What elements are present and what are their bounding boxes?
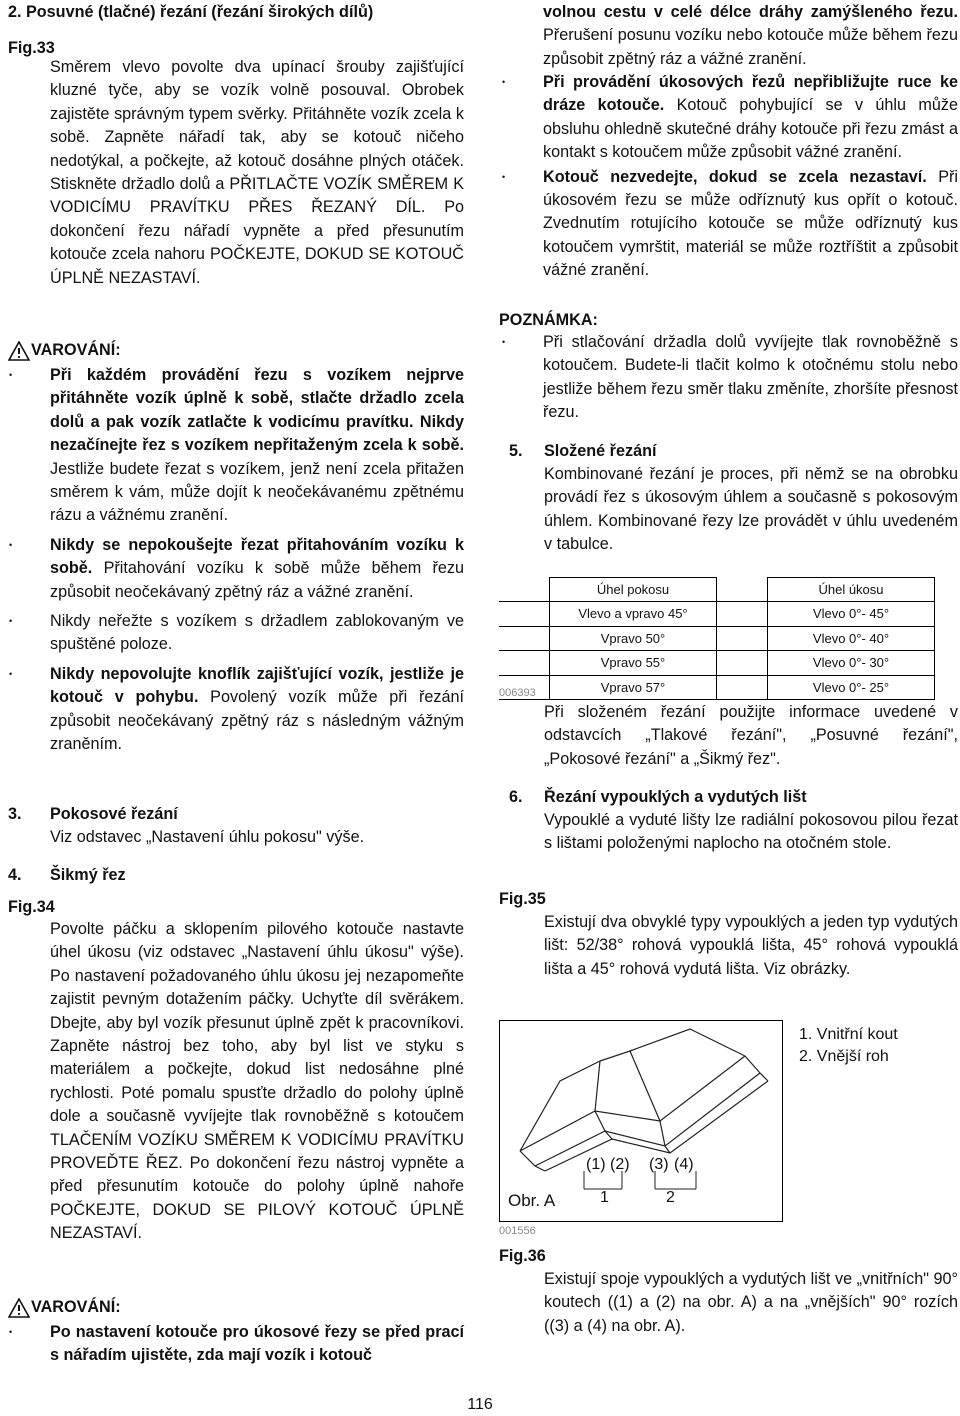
fig33-label: Fig.33 <box>8 39 55 57</box>
section-5-title: Složené řezání <box>544 442 657 460</box>
b2-rest: Kotouč pohybující se v úhlu může obsluhu ohledně skutečné dráhy kotouče při řezu zmást a kontakt s kotoučem může způsobit vážné zranění. <box>543 96 958 162</box>
cont-bold: volnou cestu v celé délce dráhy zamýšleného řezu. <box>543 3 958 21</box>
section-6-text: Vypouklé a vyduté lišty lze radiální pokosovou pilou řezat s lištami položenými naplocho na otočném stole. <box>544 811 958 853</box>
table-cell: Vlevo 0°- 25° <box>768 675 935 699</box>
figure-a-label: Obr. A <box>508 1191 556 1210</box>
cont-rest: Přerušení posunu vozíku nebo kotouče může během řezu způsobit zpětný ráz a vážné zranění. <box>543 26 958 68</box>
warning-triangle-icon <box>8 341 30 361</box>
note-bullet-1 <box>501 331 958 425</box>
table-cell: Vpravo 57° <box>550 675 717 699</box>
section-3-number: 3. <box>8 805 22 823</box>
fig35-label: Fig.35 <box>499 890 546 908</box>
warning-triangle-icon <box>8 1298 30 1318</box>
warning-2-bullet-1-continued <box>543 1 958 71</box>
fig-num-1: 1 <box>600 1189 609 1206</box>
section-6-heading <box>509 786 807 809</box>
figure-a-frame <box>499 1020 783 1222</box>
page-number: 116 <box>467 1396 493 1413</box>
section-6-title: Řezání vypouklých a vydutých lišt <box>544 788 807 806</box>
warning-2-bullet-3 <box>501 166 958 283</box>
table-cell: Vlevo 0°- 30° <box>768 651 935 675</box>
fig34-label: Fig.34 <box>8 898 55 916</box>
fig33-text: Směrem vlevo povolte dva upínací šrouby zajišťující kluzné tyče, aby se vozík volně posouval. Obrobek zajistěte správným typem svěrky. Přitáhněte vozík zcela k sobě. Zapněte nářadí tak, aby se kotouč ničeho nedotýkal, a počkejte, až kotouč dosáhne plných otáček. Stiskněte držadlo dolů a PŘITLAČTE VOZÍK SMĚREM K VODICÍMU PRAVÍTKU PŘES ŘEZANÝ DÍL. Po dokončení řezu nářadí vypněte a před přesunutím kotouče zcela nahoru POČKEJTE, DOKUD SE KOTOUČ ÚPLNĚ NEZASTAVÍ. <box>50 58 464 287</box>
note-b1: Při stlačování držadla dolů vyvíjejte tlak rovnoběžně s kotoučem. Budete-li tlačit kolmo k otočnému stolu nebo jestliže během řezu směr tlaku změníte, zhoršíte přesnost řezu. <box>543 333 958 422</box>
table-header-miter: Úhel pokosu <box>550 578 717 602</box>
table-row <box>499 602 935 626</box>
warning-1-bullet-3 <box>8 610 464 657</box>
warning-1-bullet-1 <box>8 364 464 528</box>
warning-2-bullet-2 <box>501 71 958 165</box>
figure-code: 001556 <box>499 1225 536 1237</box>
section-2-title: 2. Posuvné (tlačné) řezání (řezání širokých dílů) <box>8 3 374 21</box>
table-cell: Vpravo 55° <box>550 651 717 675</box>
table-row <box>499 626 935 650</box>
table-header-row <box>499 578 935 602</box>
w1-b4-bold: Nikdy nepovolujte knoflík zajišťující vozík, jestliže je kotouč v pohybu. <box>50 664 464 707</box>
b3-rest: Při úkosovém řezu se může odříznutý kus opřít o kotouč. Zvednutím rotujícího kotouče se může odříznutý kus kotoučem vymrštit, materiál se může roztříštit a způsobit vážné zranění. <box>543 167 959 280</box>
figure-legend <box>799 1024 898 1068</box>
section-3-text: Viz odstavec „Nastavení úhlu pokosu" výše. <box>50 828 365 846</box>
fig36-text: Existují spoje vypouklých a vydutých lišt ve „vnitřních" 90° koutech ((1) a (2) na obr. A) a na „vnějších" 90° rozích ((3) a (4) na obr. A). <box>544 1270 958 1335</box>
fig35-text: Existují dva obvyklé typy vypouklých a jeden typ vydutých lišt: 52/38° rohová vypouklá lišta, 45° rohová vypouklá lišta a 45° rohová vydutá lišta. Viz obrázky. <box>544 913 958 978</box>
section-4-heading <box>8 864 126 887</box>
section-4-number: 4. <box>8 866 22 884</box>
w2-b1-bold: Po nastavení kotouče pro úkosové řezy se před prací s nářadím ujistěte, zda mají vozík i kotouč <box>50 1323 464 1365</box>
compound-angle-table <box>499 577 935 700</box>
fig-label-4: (4) <box>674 1156 694 1173</box>
fig-label-1: (1) <box>586 1156 606 1173</box>
section-4-title: Šikmý řez <box>50 866 126 884</box>
warning-1-bullet-2 <box>8 534 464 604</box>
table-cell: Vlevo 0°- 40° <box>768 626 935 650</box>
b3-bold: Kotouč nezvedejte, dokud se zcela nezastaví. <box>543 167 927 186</box>
warning-2-label: VAROVÁNÍ: <box>31 1298 121 1316</box>
section-5-number: 5. <box>509 442 523 460</box>
b2-bold: Při provádění úkosových řezů nepřibližujte ruce ke dráze kotouče. <box>543 73 958 115</box>
warning-1-bullet-4 <box>8 663 464 757</box>
warning-1-heading <box>8 339 121 362</box>
legend-item-1: 1. Vnitřní kout <box>799 1026 898 1043</box>
fig36-label: Fig.36 <box>499 1247 546 1265</box>
w1-b2-bold: Nikdy se nepokoušejte řezat přitahováním vozíku k sobě. <box>50 535 464 578</box>
fig34-text: Povolte páčku a sklopením pilového kotouče nastavte úhel úkosu (viz odstavec „Nastavení úhlu úkosu" výše). Po nastavení požadovaného úhlu úkosu jej nezapomeňte zajistit pevným dotažením páčky. Uchyťte díl svěrákem. Dbejte, aby byl vozík přesunut úplně zpět k pracovníkovi. Zapněte nástroj bez toho, aby byl list ve styku s materiálem a počkejte, dokud list nedosáhne plné rychlosti. Poté pomalu spusťte držadlo do polohy úplně dole a současně vyvíjejte tlak rovnoběžně s kotoučem TLAČENÍM VOZÍKU SMĚREM K VODICÍMU PRAVÍTKU PROVEĎTE ŘEZ. Po dokončení řezu nástroj vypněte a před přesunutím kotouče do polohy úplně nahoře POČKEJTE, DOKUD SE PILOVÝ KOTOUČ ÚPLNĚ NEZASTAVÍ. <box>50 920 464 1243</box>
warning-2-heading <box>8 1296 121 1319</box>
w1-b3: Nikdy neřežte s vozíkem s držadlem zablokovaným ve spuštěné poloze. <box>50 612 464 654</box>
table-cell: Vpravo 50° <box>550 626 717 650</box>
warning-1-label: VAROVÁNÍ: <box>31 341 121 359</box>
section-5-heading <box>509 440 656 463</box>
note-label: POZNÁMKA: <box>499 311 598 329</box>
section-3-heading <box>8 803 178 826</box>
section-5-text: Kombinované řezání je proces, při němž se na obrobku provádí řez s úkosovým úhlem a současně s pokosovým úhlem. Kombinované řezy lze provádět v úhlu uvedeném v tabulce. <box>544 465 958 554</box>
table-cell: Vlevo a vpravo 45° <box>550 602 717 626</box>
table-row <box>499 651 935 675</box>
table-header-bevel: Úhel úkosu <box>768 578 935 602</box>
w1-b1-bold: Při každém provádění řezu s vozíkem nejprve přitáhněte vozík úplně k sobě, stlačte držadlo zcela dolů a pak vozík zatlačte k vodicímu pravítku. Nikdy nezačínejte řez s vozíkem nepřitaženým zcela k sobě. <box>50 366 464 455</box>
section-3-title: Pokosové řezání <box>50 805 178 823</box>
table-note: Při složeném řezání použijte informace uvedené v odstavcích „Tlakové řezání", „Posuvné řezání", „Pokosové řezání" a „Šikmý řez". <box>544 703 958 768</box>
table-cell: Vlevo 0°- 45° <box>768 602 935 626</box>
w1-b1-rest: Jestliže budete řezat s vozíkem, jenž není zcela přitažen směrem k vám, může dojít k neočekávanému zpětnému rázu a vážnému zranění. <box>50 459 464 525</box>
w1-b4-rest: Povolený vozík může při řezání způsobit neočekávaný zpětný ráz s následným vážným zraněním. <box>50 688 464 754</box>
section-6-number: 6. <box>509 788 523 806</box>
table-code: 006393 <box>499 687 536 699</box>
fig-num-2: 2 <box>666 1189 675 1206</box>
fig-label-3: (3) <box>649 1156 669 1173</box>
table-row <box>499 675 935 699</box>
warning-2-bullet-1 <box>8 1321 464 1368</box>
w1-b2-rest: Přitahování vozíku k sobě může během řezu způsobit neočekávaný zpětný ráz a vážné zranění. <box>50 559 464 601</box>
fig-label-2: (2) <box>610 1156 630 1173</box>
legend-item-2: 2. Vnější roh <box>799 1048 889 1065</box>
